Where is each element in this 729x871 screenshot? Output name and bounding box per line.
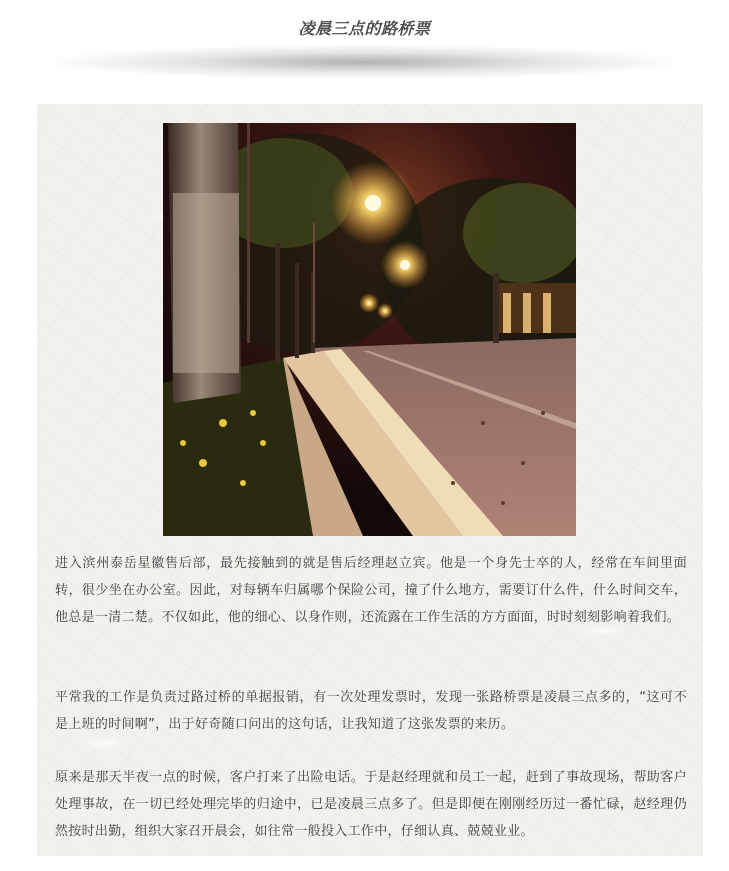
title-shadow-divider xyxy=(40,40,689,84)
night-street-illustration xyxy=(163,123,576,536)
title-section xyxy=(0,0,729,100)
article-paragraph-2: 平常我的工作是负责过路过桥的单据报销，有一次处理发票时，发现一张路桥票是凌晨三点多的，“这可不是上班的时间啊”，出于好奇随口问出的这句话，让我知道了这张发票的来历。 xyxy=(55,690,687,732)
article-paragraph-1: 进入滨州泰岳星徽售后部，最先接触到的就是售后经理赵立宾。他是一个身先士卒的人，经常在车间里面转，很少坐在办公室。因此，对每辆车归属哪个保险公司，撞了什么地方，需要订什么件，什么时间交车，他总是一清二楚。不仅如此，他的细心、以身作则，还流露在工作生活的方方面面，时时刻刻影响着我们。 xyxy=(55,556,687,625)
article-title: 凌晨三点的路桥票 xyxy=(298,19,431,38)
article-photo xyxy=(163,123,576,536)
article-paragraph-3: 原来是那天半夜一点的时候，客户打来了出险电话。于是赵经理就和员工一起，赶到了事故现场，帮助客户处理事故，在一切已经处理完毕的归途中，已是凌晨三点多了。但是即便在刚刚经历过一番忙碌，赵经理仍然按时出勤，组织大家召开晨会，如往常一般投入工作中，仔细认真、兢兢业业。 xyxy=(55,770,687,839)
